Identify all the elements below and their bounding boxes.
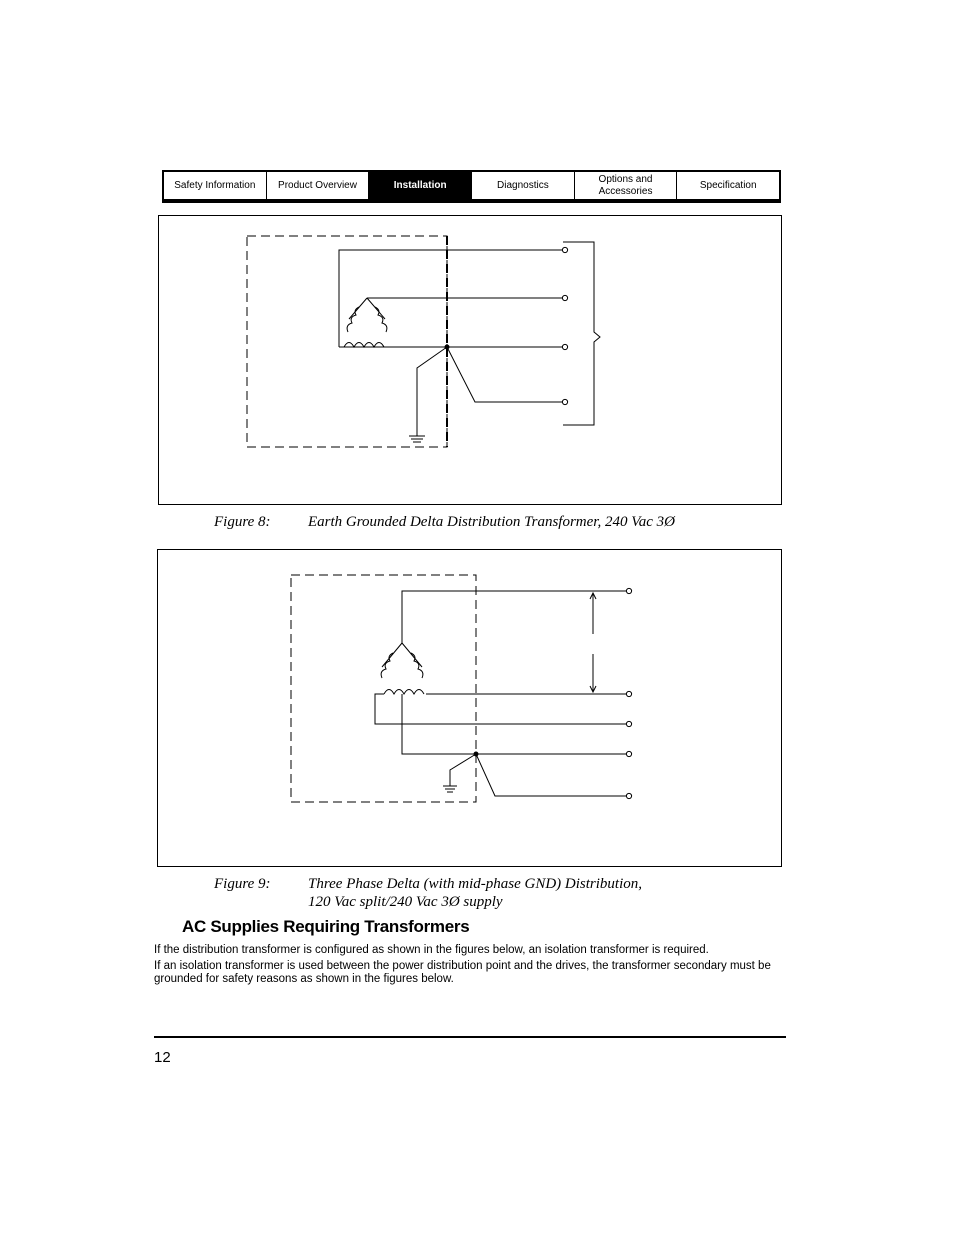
tab-options-and-accessories[interactable]: Options and Accessories (575, 172, 678, 199)
figure-8-title: Earth Grounded Delta Distribution Transformer, 240 Vac 3Ø (308, 514, 675, 530)
body-paragraph-1: If the distribution transformer is configured as shown in the figures below, an isolation transformer is required. (154, 944, 709, 956)
tab-product-overview[interactable]: Product Overview (267, 172, 370, 199)
tab-installation[interactable]: Installation (369, 172, 472, 199)
tab-safety-information[interactable]: Safety Information (164, 172, 267, 199)
page-number: 12 (154, 1049, 171, 1066)
section-nav (162, 170, 781, 201)
footer-rule (154, 1036, 786, 1038)
figure-9-title-line1: Three Phase Delta (with mid-phase GND) Distribution, (308, 876, 643, 892)
figure-9-schematic (158, 550, 783, 868)
figure-9-caption (0, 875, 954, 915)
figure-9-diagram (157, 549, 782, 867)
nav-underline (162, 201, 781, 203)
figure-8-schematic (159, 216, 783, 506)
section-heading: AC Supplies Requiring Transformers (182, 917, 470, 936)
figure-9-label: Figure 9: (214, 876, 271, 892)
figure-9-title-line2: 120 Vac split/240 Vac 3Ø supply (308, 894, 503, 910)
figure-8-label: Figure 8: (214, 514, 271, 530)
tab-specification[interactable]: Specification (699, 179, 757, 191)
tab-diagnostics[interactable]: Diagnostics (472, 172, 575, 199)
transformer-enclosure (291, 575, 476, 802)
figure-8-diagram (158, 215, 782, 505)
body-paragraph-2: If an isolation transformer is used between the power distribution point and the drives, the transformer secondary must be grounded for safety reasons as shown in the figures below. (154, 960, 771, 985)
